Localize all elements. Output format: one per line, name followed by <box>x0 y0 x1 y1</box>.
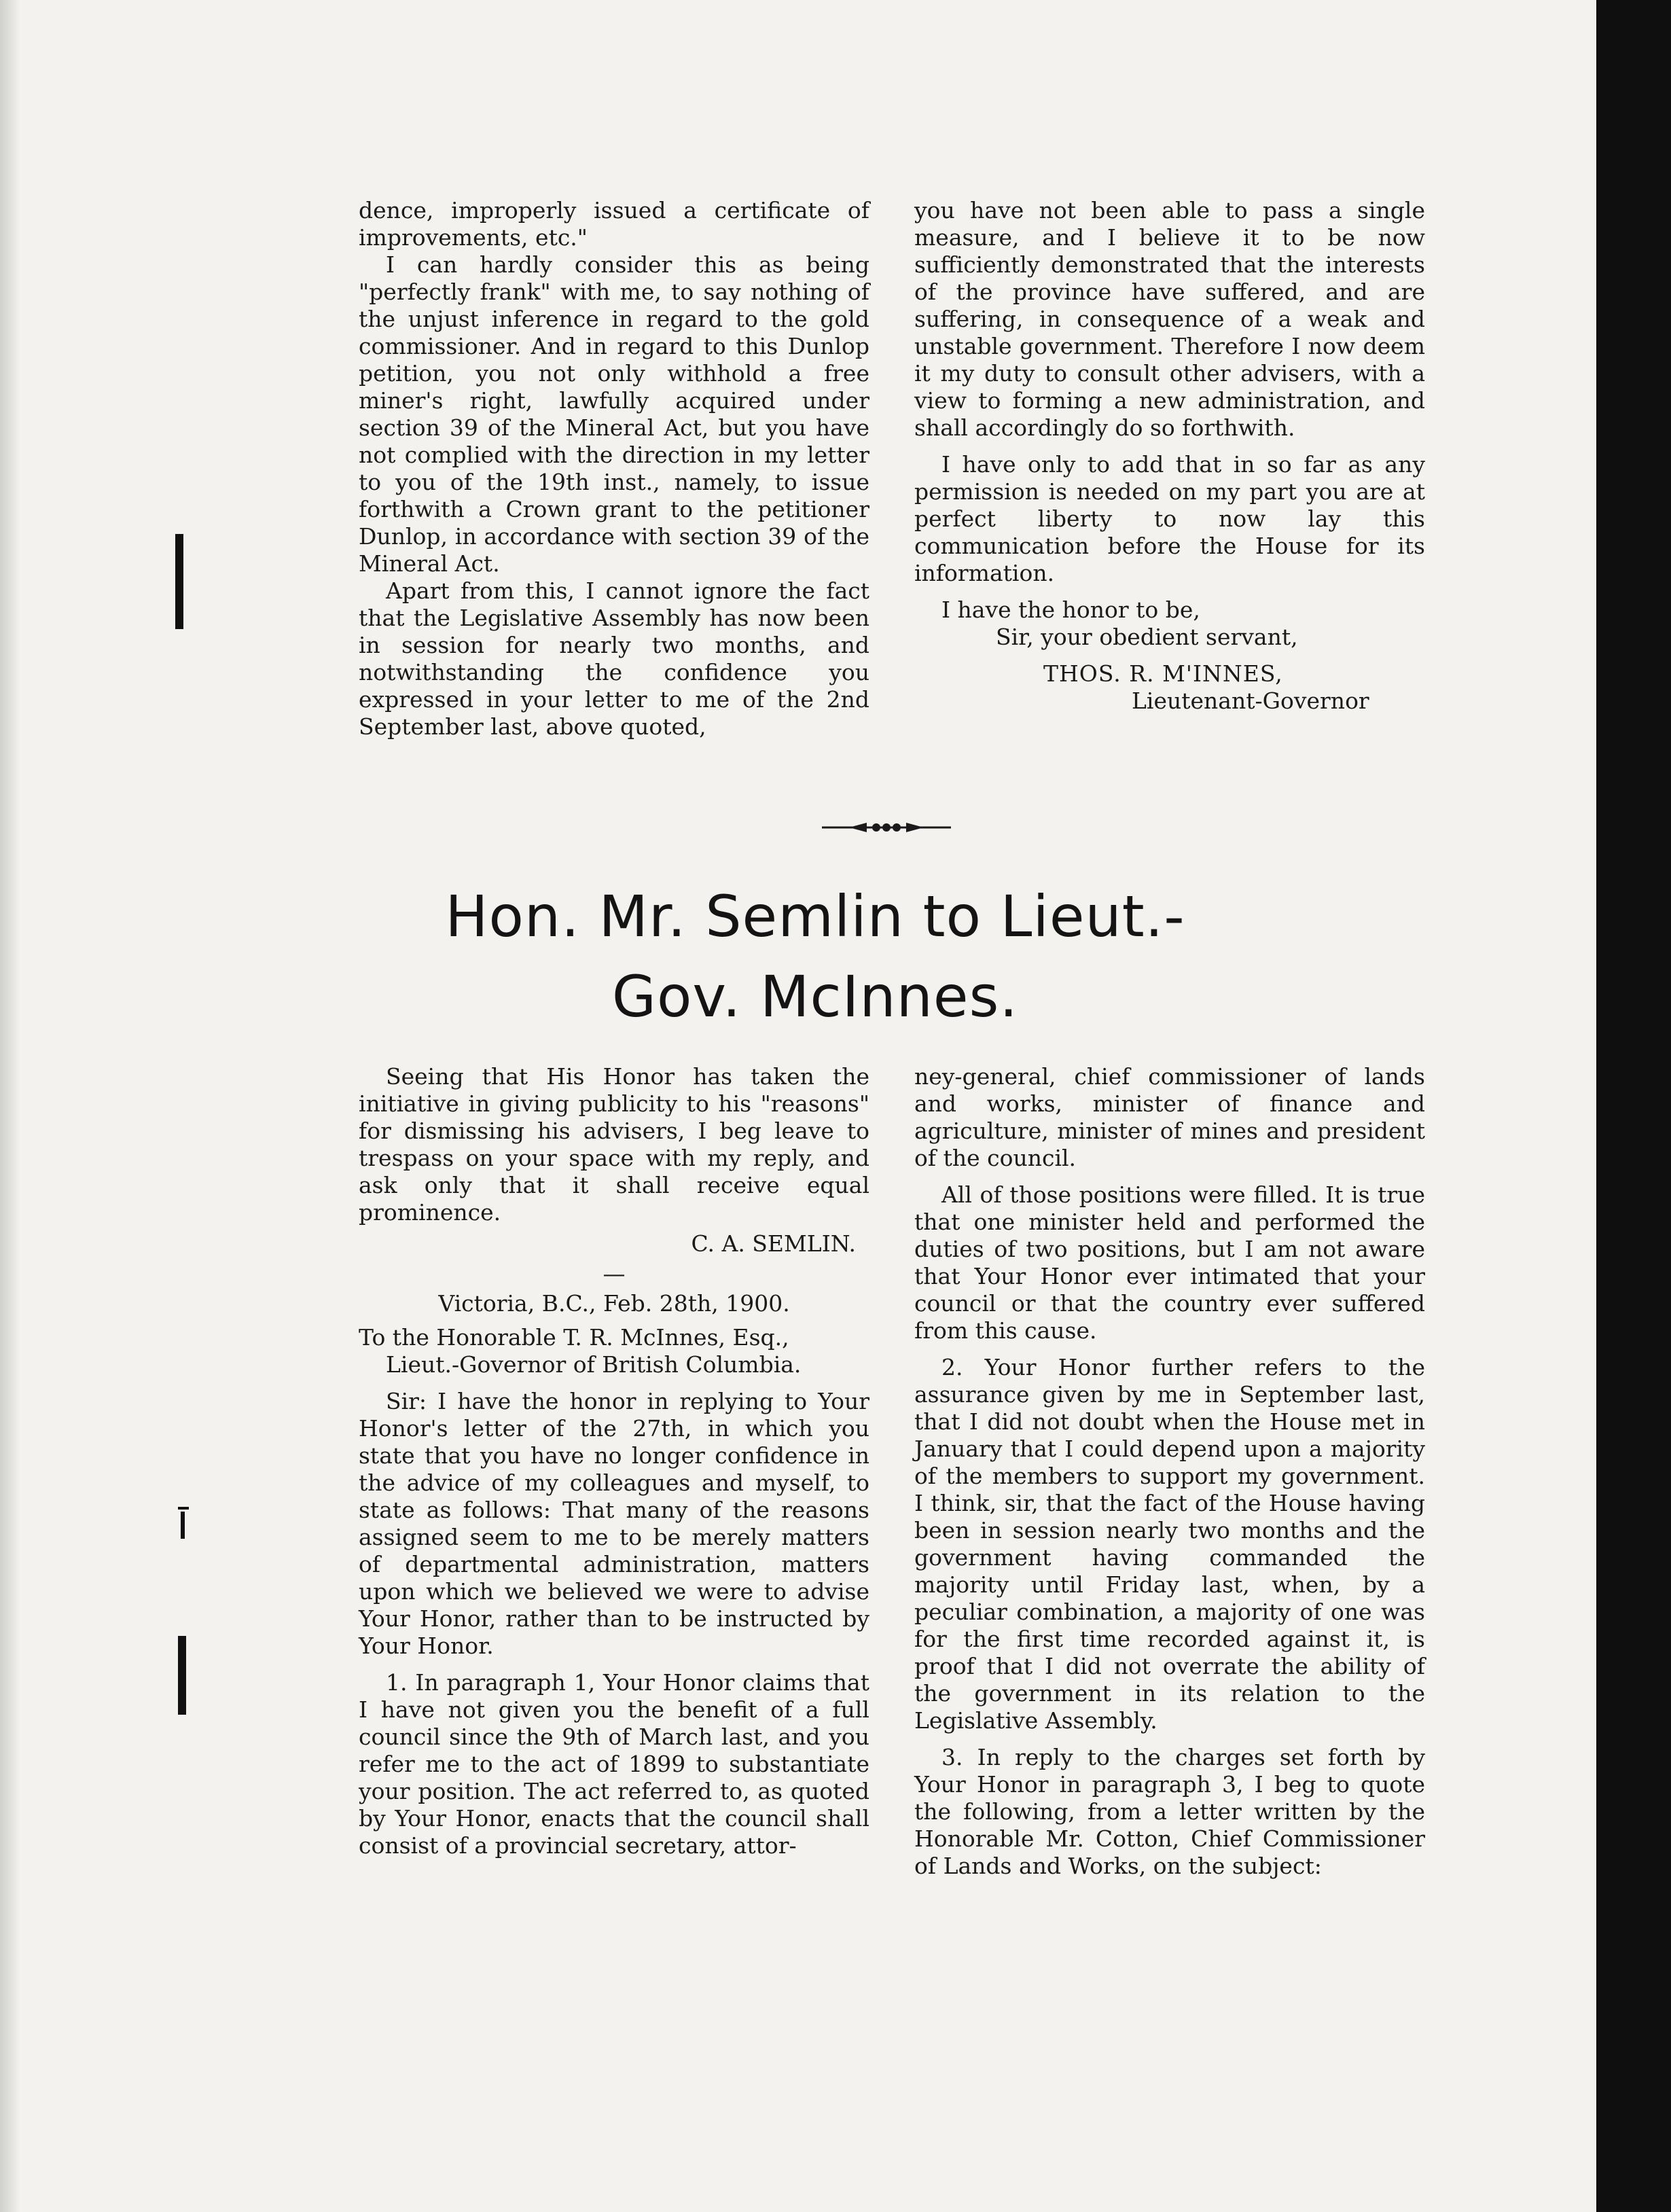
lower-right-paragraph: 2. Your Honor further refers to the assurance given by me in September last, that I did not doubt when the House met in January that I could depend upon a majority of the members to support my government. I think, sir, that the fact of the House having been in session nearly two months and the government having commanded the majority until Friday last, when, by a peculiar combination, a majority of one was for the first time recorded against it, is proof that I did not overrate the ability of the government in its relation to the Legislative Assembly. <box>914 1354 1425 1734</box>
address-line: To the Honorable T. R. McInnes, Esq., <box>359 1324 789 1351</box>
upper-right-paragraph: you have not been able to pass a single measure, and I believe it to be now sufficiently demonstrated that the interests of the province have suffered, and are suffering, in consequence of a weak and unstable government. Therefore I now deem it my duty to consult other advisers, with a view to forming a new administration, and shall accordingly do so forthwith. <box>914 197 1425 441</box>
upper-left-paragraph: Apart from this, I cannot ignore the fact that the Legislative Assembly has now been in session for nearly two months, and notwithstanding the confidence you expressed in your letter to me of the 2nd September last, above quoted, <box>359 577 869 740</box>
lower-right-paragraph: ney-general, chief commissioner of lands and works, minister of finance and agriculture, minister of mines and president of the council. <box>914 1063 1425 1171</box>
dateline: Victoria, B.C., Feb. 28th, 1900. <box>438 1290 790 1317</box>
binding-shadow <box>0 0 20 2212</box>
signature-title: Lieutenant-Governor <box>1132 688 1369 714</box>
intro-paragraph: Seeing that His Honor has taken the initiative in giving publicity to his "reasons" for dismissing his advisers, I beg leave to trespass on your space with my reply, and ask only that it shall receive equal prominence. <box>359 1063 869 1226</box>
lower-right-column <box>914 1063 1425 1880</box>
lower-left-column <box>359 1063 869 1859</box>
upper-right-paragraph: I have only to add that in so far as any permission is needed on my part you are at perfect liberty to now lay this communication before the House for its information. <box>914 451 1425 586</box>
ornament-divider <box>822 819 951 836</box>
article-headline <box>340 876 1291 1037</box>
upper-left-paragraph: dence, improperly issued a certificate of improvements, etc." <box>359 197 869 251</box>
scan-mark <box>178 1507 189 1510</box>
separator-dash: — <box>603 1260 626 1287</box>
lower-right-paragraph: 3. In reply to the charges set forth by Your Honor in paragraph 3, I beg to quote the following, from a letter written by the Honorable Mr. Cotton, Chief Commissioner of Lands and Works, on the subject: <box>914 1744 1425 1879</box>
scan-mark <box>181 1512 185 1539</box>
scan-mark <box>175 534 183 629</box>
letter-servant-line: Sir, your obedient servant, <box>996 624 1298 650</box>
headline-line: Hon. Mr. Semlin to Lieut.- <box>445 883 1185 950</box>
signature-name: THOS. R. M'INNES, <box>1043 660 1283 687</box>
scan-border <box>1596 0 1671 2212</box>
letter-closing: I have the honor to be, <box>941 596 1200 623</box>
upper-left-paragraph: I can hardly consider this as being "perfectly frank" with me, to say nothing of the unjust inference in regard to the gold commissioner. And in regard to this Dunlop petition, you not only withhold a free miner's right, lawfully acquired under section 39 of the Mineral Act, but you have not complied with the direction in my letter to you of the 19th inst., namely, to issue forthwith a Crown grant to the petitioner Dunlop, in accordance with section 39 of the Mineral Act. <box>359 251 869 577</box>
intro-signature: C. A. SEMLIN. <box>691 1230 856 1257</box>
upper-left-column <box>359 197 869 741</box>
upper-right-column <box>914 197 1425 715</box>
address-line: Lieut.-Governor of British Columbia. <box>386 1351 802 1378</box>
lower-left-paragraph: Sir: I have the honor in replying to Your Honor's letter of the 27th, in which you state that you have no longer confidence in the advice of my colleagues and myself, to state as follows: That many of the reasons assigned seem to me to be merely matters of departmental administration, matters upon which we believed we were to advise Your Honor, rather than to be instructed by Your Honor. <box>359 1388 869 1659</box>
headline-line: Gov. McInnes. <box>611 963 1019 1030</box>
lower-right-paragraph: All of those positions were filled. It is true that one minister held and performed the duties of two positions, but I am not aware that Your Honor ever intimated that your council or that the country ever suffered from this cause. <box>914 1181 1425 1344</box>
scan-mark <box>178 1636 186 1715</box>
lower-left-paragraph: 1. In paragraph 1, Your Honor claims that I have not given you the benefit of a full council since the 9th of March last, and you refer me to the act of 1899 to substantiate your position. The act referred to, as quoted by Your Honor, enacts that the council shall consist of a provincial secretary, attor- <box>359 1669 869 1859</box>
